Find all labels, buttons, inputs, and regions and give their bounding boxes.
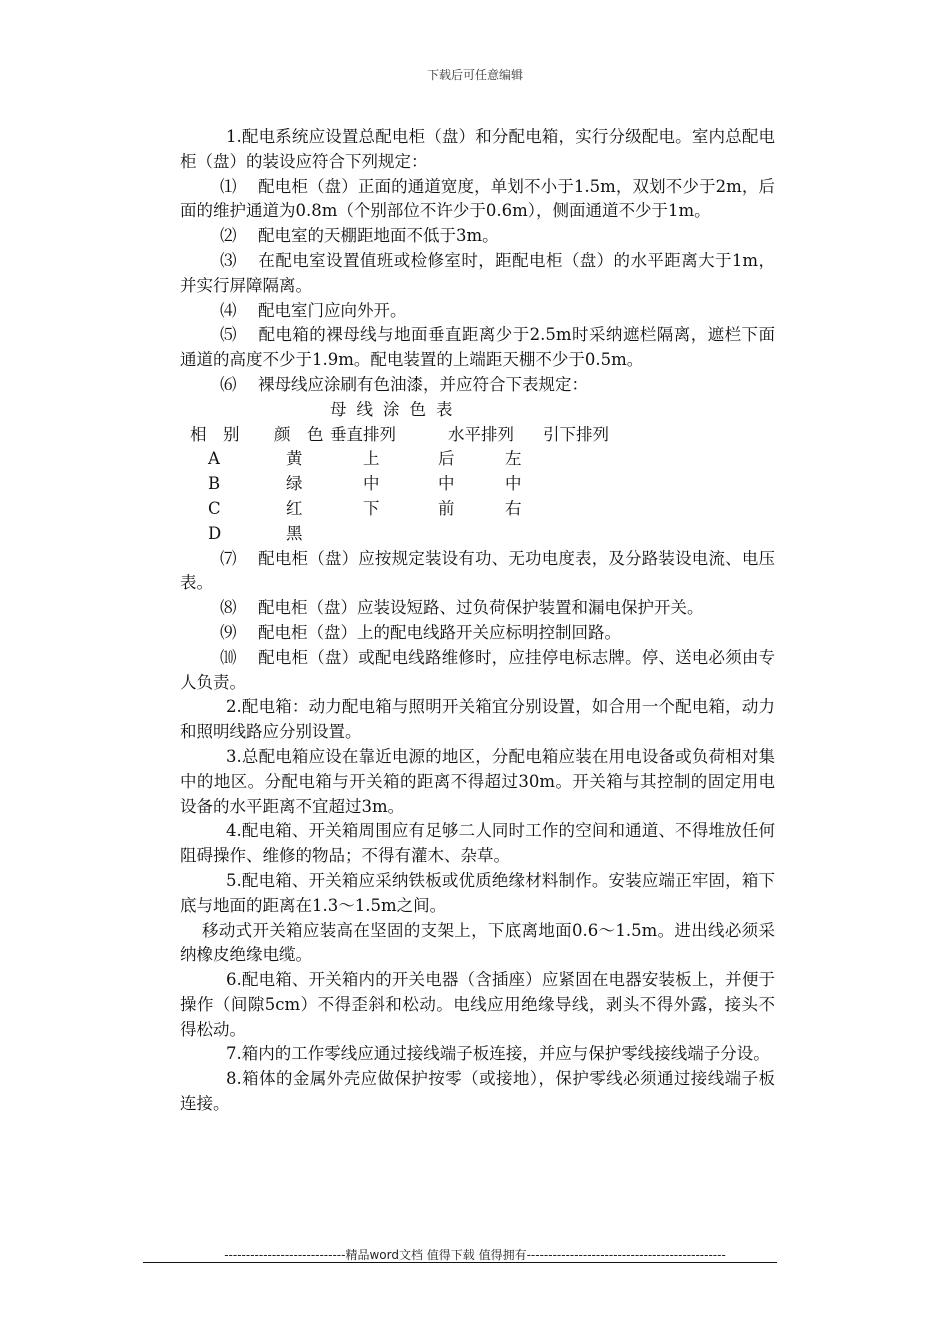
item-text: 裸母线应涂刷有色油漆，并应符合下表规定： [258,374,588,394]
table-header-cell: 引下排列 [543,424,609,444]
table-cell: 中 [363,474,380,494]
paragraph-2: 2.配电箱：动力配电箱与照明开关箱宜分别设置，如合用一个配电箱，动力和照明线路应分别设置。 [180,697,775,742]
item-number: ⑽ [220,647,237,667]
table-cell: B [208,474,221,494]
table-cell: 右 [505,498,522,518]
item-text: 配电柜（盘）应按规定装设有功、无功电度表，及分路装设电流、电压表。 [180,548,775,593]
table-cell: D [208,523,222,543]
footer-divider [143,1262,777,1263]
table-cell: 下 [363,498,380,518]
table-header-cell: 水平排列 [448,424,514,444]
table-cell: 前 [438,498,455,518]
item-number: ⑼ [220,622,237,642]
table-header-cell: 相 别 [190,424,240,444]
paragraph-5: 5.配电箱、开关箱应采纳铁板或优质绝缘材料制作。安装应端正牢固，箱下底与地面的距离在1.3～1.5m之间。 [180,870,775,915]
item-4 [180,299,775,324]
table-cell: A [208,449,220,469]
item-text: 配电柜（盘）上的配电线路开关应标明控制回路。 [258,622,621,642]
table-cell: C [208,498,221,518]
item-7 [180,547,775,597]
table-cell: 黄 [286,449,303,469]
table-cell: 黑 [286,523,303,543]
item-3 [180,249,775,299]
item-number: ⑸ [220,325,237,345]
table-header-cell: 垂直排列 [330,424,396,444]
page-header: 下载后可任意编辑 [426,68,523,82]
item-number: ⑵ [220,226,237,246]
table-cell: 左 [505,449,522,469]
paragraph-8: 8.箱体的金属外壳应做保护按零（或接地），保护零线必须通过接线端子板连接。 [180,1069,775,1114]
item-number: ⑶ [220,250,237,270]
paragraph-3: 3.总配电箱应设在靠近电源的地区，分配电箱应装在用电设备或负荷相对集中的地区。分配电箱与开关箱的距离不得超过30m。开关箱与其控制的固定用电设备的水平距离不宜超过3m。 [180,746,775,816]
busbar-color-table [180,398,775,547]
item-5 [180,323,775,373]
item-number: ⑺ [220,548,237,568]
item-number: ⑷ [220,300,237,320]
table-cell: 后 [438,449,455,469]
paragraph-7: 7.箱内的工作零线应通过接线端子板连接，并应与保护零线接线端子分设。 [226,1044,770,1064]
table-header-row [180,423,775,448]
item-10 [180,646,775,696]
table-cell: 绿 [286,474,303,494]
table-row [180,497,775,522]
table-cell: 中 [438,474,455,494]
paragraph-1: 1.配电系统应设置总配电柜（盘）和分配电箱，实行分级配电。室内总配电柜（盘）的装设应符合下列规定： [180,127,775,171]
item-number: ⑻ [220,598,237,618]
paragraph-5b: 移动式开关箱应装高在坚固的支架上，下底离地面0.6～1.5m。进出线必须采纳橡皮绝缘电缆。 [180,920,775,965]
table-cell: 上 [363,449,380,469]
item-text: 配电柜（盘）或配电线路维修时，应挂停电标志牌。停、送电必须由专人负责。 [180,647,775,692]
table-cell: 红 [286,498,303,518]
item-1 [180,175,775,225]
paragraph-4: 4.配电箱、开关箱周围应有足够二人同时工作的空间和通道、不得堆放任何阻碍操作、维修的物品；不得有灌木、杂草。 [180,821,775,866]
item-2 [180,224,775,249]
table-cell: 中 [505,474,522,494]
item-text: 配电柜（盘）正面的通道宽度，单划不小于1.5m，双划不少于2m，后面的维护通道为0.8m（个别部位不许少于0.6m），侧面通道不少于1m。 [180,176,775,221]
item-6 [180,373,775,398]
item-8 [180,596,775,621]
item-number: ⑹ [220,374,237,394]
table-row [180,522,775,547]
item-9 [180,621,775,646]
item-number: ⑴ [220,176,237,196]
table-row [180,447,775,472]
item-text: 配电箱的裸母线与地面垂直距离少于2.5m时采纳遮栏隔离，遮栏下面通道的高度不少于1.9m。配电装置的上端距天棚不少于0.5m。 [180,325,775,370]
item-text: 在配电室设置值班或检修室时，距配电柜（盘）的水平距离大于1m，并实行屏障隔离。 [180,250,775,295]
page-footer: ----------------------------精品word文档 值得下载 值得拥有---------------------------------------------- [224,1248,726,1262]
item-text: 配电室门应向外开。 [258,300,407,320]
document-body [180,125,775,1117]
table-header-cell: 颜 色 [274,424,324,444]
item-text: 配电柜（盘）应装设短路、过负荷保护装置和漏电保护开关。 [258,598,704,618]
item-text: 配电室的天棚距地面不低于3m。 [258,226,499,246]
paragraph-6: 6.配电箱、开关箱内的开关电器（含插座）应紧固在电器安装板上，并便于操作（间隙5cm）不得歪斜和松动。电线应用绝缘导线，剥头不得外露，接头不得松动。 [180,970,775,1039]
table-title: 母线涂色表 [330,399,463,419]
table-row [180,472,775,497]
